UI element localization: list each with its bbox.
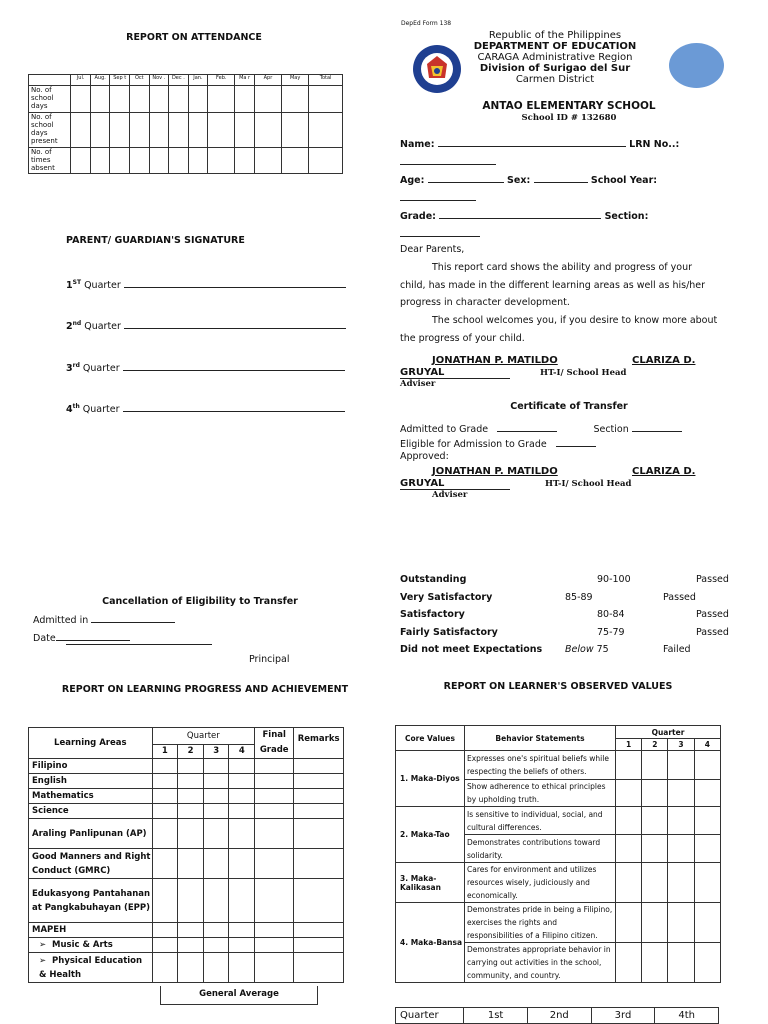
grade-field[interactable]: [439, 208, 601, 219]
sub-subject: ➢ Music & Arts: [29, 938, 153, 953]
school-id: School ID # 132680: [521, 113, 617, 123]
remarks-header: Remarks: [294, 728, 344, 759]
school-name: ANTAO ELEMENTARY SCHOOL: [482, 100, 656, 112]
core-value: 3. Maka-Kalikasan: [396, 863, 465, 903]
quarter-label: Quarter: [396, 1008, 464, 1024]
subject-name: Mathematics: [29, 789, 153, 804]
school-head-title: HT-I/ School Head: [545, 479, 632, 489]
behavior-statement: Demonstrates contributions toward solidarity.: [465, 835, 616, 863]
signature-quarter-4: 4th Quarter: [66, 401, 345, 415]
core-value: 1. Maka-Diyos: [396, 751, 465, 807]
attendance-row-label: No. of school days present: [29, 113, 71, 148]
school-head-name: JONATHAN P. MATILDO: [432, 466, 558, 477]
signature-line[interactable]: [123, 360, 345, 371]
month-header: Sep t: [110, 75, 130, 86]
name-field[interactable]: [438, 136, 626, 147]
learning-title: REPORT ON LEARNING PROGRESS AND ACHIEVEMENT: [61, 684, 349, 695]
month-header: Feb.: [208, 75, 235, 86]
transfer-title: Certificate of Transfer: [510, 401, 628, 412]
month-header: Apr: [254, 75, 281, 86]
quarter-summary-table: Quarter 1st 2nd 3rd 4th: [395, 1007, 719, 1024]
month-header: Jan.: [188, 75, 208, 86]
learning-areas-header: Learning Areas: [29, 728, 153, 759]
attendance-row-label: No. of school days: [29, 86, 71, 113]
quarter-header: Quarter: [616, 726, 721, 739]
form-number: DepEd Form 138: [401, 20, 452, 27]
core-value: 4. Maka-Bansa: [396, 903, 465, 983]
scale-row: Did not meet Expectations Below 75 Failed: [400, 644, 691, 656]
behavior-statement: Expresses one's spiritual beliefs while respecting the beliefs of others.: [465, 751, 616, 780]
behavior-statement: Demonstrates appropriate behavior in carrying out activities in the school, community, and country.: [465, 943, 616, 983]
scale-row: Satisfactory 80-84 Passed: [400, 609, 729, 621]
subject-name: Filipino: [29, 759, 153, 774]
school-head-title: HT-I/ School Head: [540, 368, 627, 378]
age-field[interactable]: [428, 172, 504, 183]
attendance-table: [28, 74, 343, 174]
values-title: REPORT ON LEARNER'S OBSERVED VALUES: [443, 681, 673, 692]
scale-row: Outstanding 90-100 Passed: [400, 574, 729, 585]
adviser-title: Adviser: [400, 379, 436, 389]
cancellation-date: Date: [33, 630, 130, 644]
month-header: Ma r: [235, 75, 255, 86]
sex-field[interactable]: [534, 172, 588, 183]
subject-name: Science: [29, 804, 153, 819]
certificate-of-transfer: Admitted to Grade Section Eligible for Admission to Grade Approved:: [400, 421, 745, 463]
signatories-1: [400, 355, 745, 389]
sub-subject: ➢ Physical Education & Health: [29, 953, 153, 983]
behavior-statement: Cares for environment and utilizes resources wisely, judiciously and economically.: [465, 863, 616, 903]
attendance-row-label: No. of times absent: [29, 148, 71, 174]
adviser-first-name: CLARIZA D.: [632, 466, 696, 477]
letter-to-parents: Dear Parents, This report card shows the ability and progress of your child, has made in the different learning areas as well as his/her progress in character development. The school welcomes you, if you desire to know more about the progress of your child.: [400, 244, 718, 344]
grading-scale: [400, 574, 745, 662]
adviser-title: Adviser: [432, 490, 468, 500]
behavior-statement: Show adherence to ethical principles by upholding truth.: [465, 780, 616, 807]
general-average-box: [160, 986, 318, 1005]
core-value: 2. Maka-Tao: [396, 807, 465, 863]
adviser-first-name: CLARIZA D.: [632, 355, 696, 366]
photo-badge: [669, 43, 724, 88]
subject-name: MAPEH: [29, 923, 153, 938]
observed-values-table: Core Values Behavior Statements Quarter 1 2 3 4 1. Maka-Diyos Expresses one's spiritual beliefs while respecting the beliefs of others. Show adherence to ethical principles by upholding truth. 2. Maka-Tao Is sensitive to individual, social, and cultural differences. Demonstrates contributions toward solidarity. 3. Maka-Kalikasan Cares for environment and utilizes resources wisely, judiciously and economically. 4. Maka-Bansa Demonstrates pride in being a Filipino, exercises the rights and responsibilities of a Filipino citizen. Demonstrates appropriate behavior in carrying out activities in the school, community, and country.: [395, 725, 721, 983]
general-average-label: General Average: [199, 989, 279, 999]
behavior-header: Behavior Statements: [465, 726, 616, 751]
final-grade-header: Final Grade: [255, 728, 294, 759]
section-field[interactable]: [400, 226, 480, 237]
school-head-name: JONATHAN P. MATILDO: [432, 355, 558, 366]
month-header: Total: [309, 75, 343, 86]
learning-areas-table: Learning Areas Quarter Final Grade Remarks 1 2 3 4 Filipino English Mathematics Science Araling Panlipunan (AP) Good Manners and Right Conduct (GMRC) Edukasyong Pantahanan at Pangkabuhayan (EPP) MAPEH ➢ Music & Arts ➢ Physical Education & Health: [28, 727, 344, 983]
month-header: Dec .: [169, 75, 189, 86]
subject-name: English: [29, 774, 153, 789]
month-header: Aug.: [90, 75, 110, 86]
quarter-header: Quarter: [152, 728, 255, 745]
signature-line[interactable]: [123, 401, 345, 412]
month-header: Oct: [130, 75, 150, 86]
signature-quarter-2: 2nd Quarter: [66, 318, 346, 332]
school-year-field[interactable]: [400, 190, 476, 201]
subject-name: Araling Panlipunan (AP): [29, 819, 153, 849]
signature-quarter-3: 3rd Quarter: [66, 360, 345, 374]
month-header: Jul.: [71, 75, 91, 86]
principal-label: Principal: [249, 654, 290, 665]
lrn-field[interactable]: [400, 154, 496, 165]
core-values-header: Core Values: [396, 726, 465, 751]
signature-quarter-1: 1ST Quarter: [66, 277, 346, 291]
adviser-last-name: GRUYAL: [400, 478, 510, 490]
month-header: May: [282, 75, 309, 86]
school-header: Republic of the Philippines DEPARTMENT OF EDUCATION CARAGA Administrative Region Division of Surigao del Sur Carmen District: [473, 30, 637, 85]
behavior-statement: Is sensitive to individual, social, and cultural differences.: [465, 807, 616, 835]
signatories-2: [400, 466, 745, 500]
student-fields: Name: LRN No..: Age: Sex: School Year: Grade: Section:: [400, 136, 740, 244]
cancellation-admitted: Admitted in: [33, 612, 175, 626]
subject-name: Good Manners and Right Conduct (GMRC): [29, 849, 153, 879]
adviser-last-name: GRUYAL: [400, 367, 510, 379]
principal-signature-line[interactable]: [66, 644, 212, 645]
subject-name: Edukasyong Pantahanan at Pangkabuhayan (EPP): [29, 879, 153, 923]
scale-row: Very Satisfactory 85-89 Passed: [400, 591, 696, 603]
attendance-title: REPORT ON ATTENDANCE: [126, 32, 262, 43]
signature-title: PARENT/ GUARDIAN'S SIGNATURE: [66, 235, 245, 246]
month-header: Nov .: [149, 75, 169, 86]
signature-line[interactable]: [124, 318, 346, 329]
behavior-statement: Demonstrates pride in being a Filipino, exercises the rights and responsibilities of a Filipino citizen.: [465, 903, 616, 943]
signature-line[interactable]: [124, 277, 346, 288]
scale-row: Fairly Satisfactory 75-79 Passed: [400, 626, 729, 638]
cancellation-title: Cancellation of Eligibility to Transfer: [102, 596, 298, 607]
